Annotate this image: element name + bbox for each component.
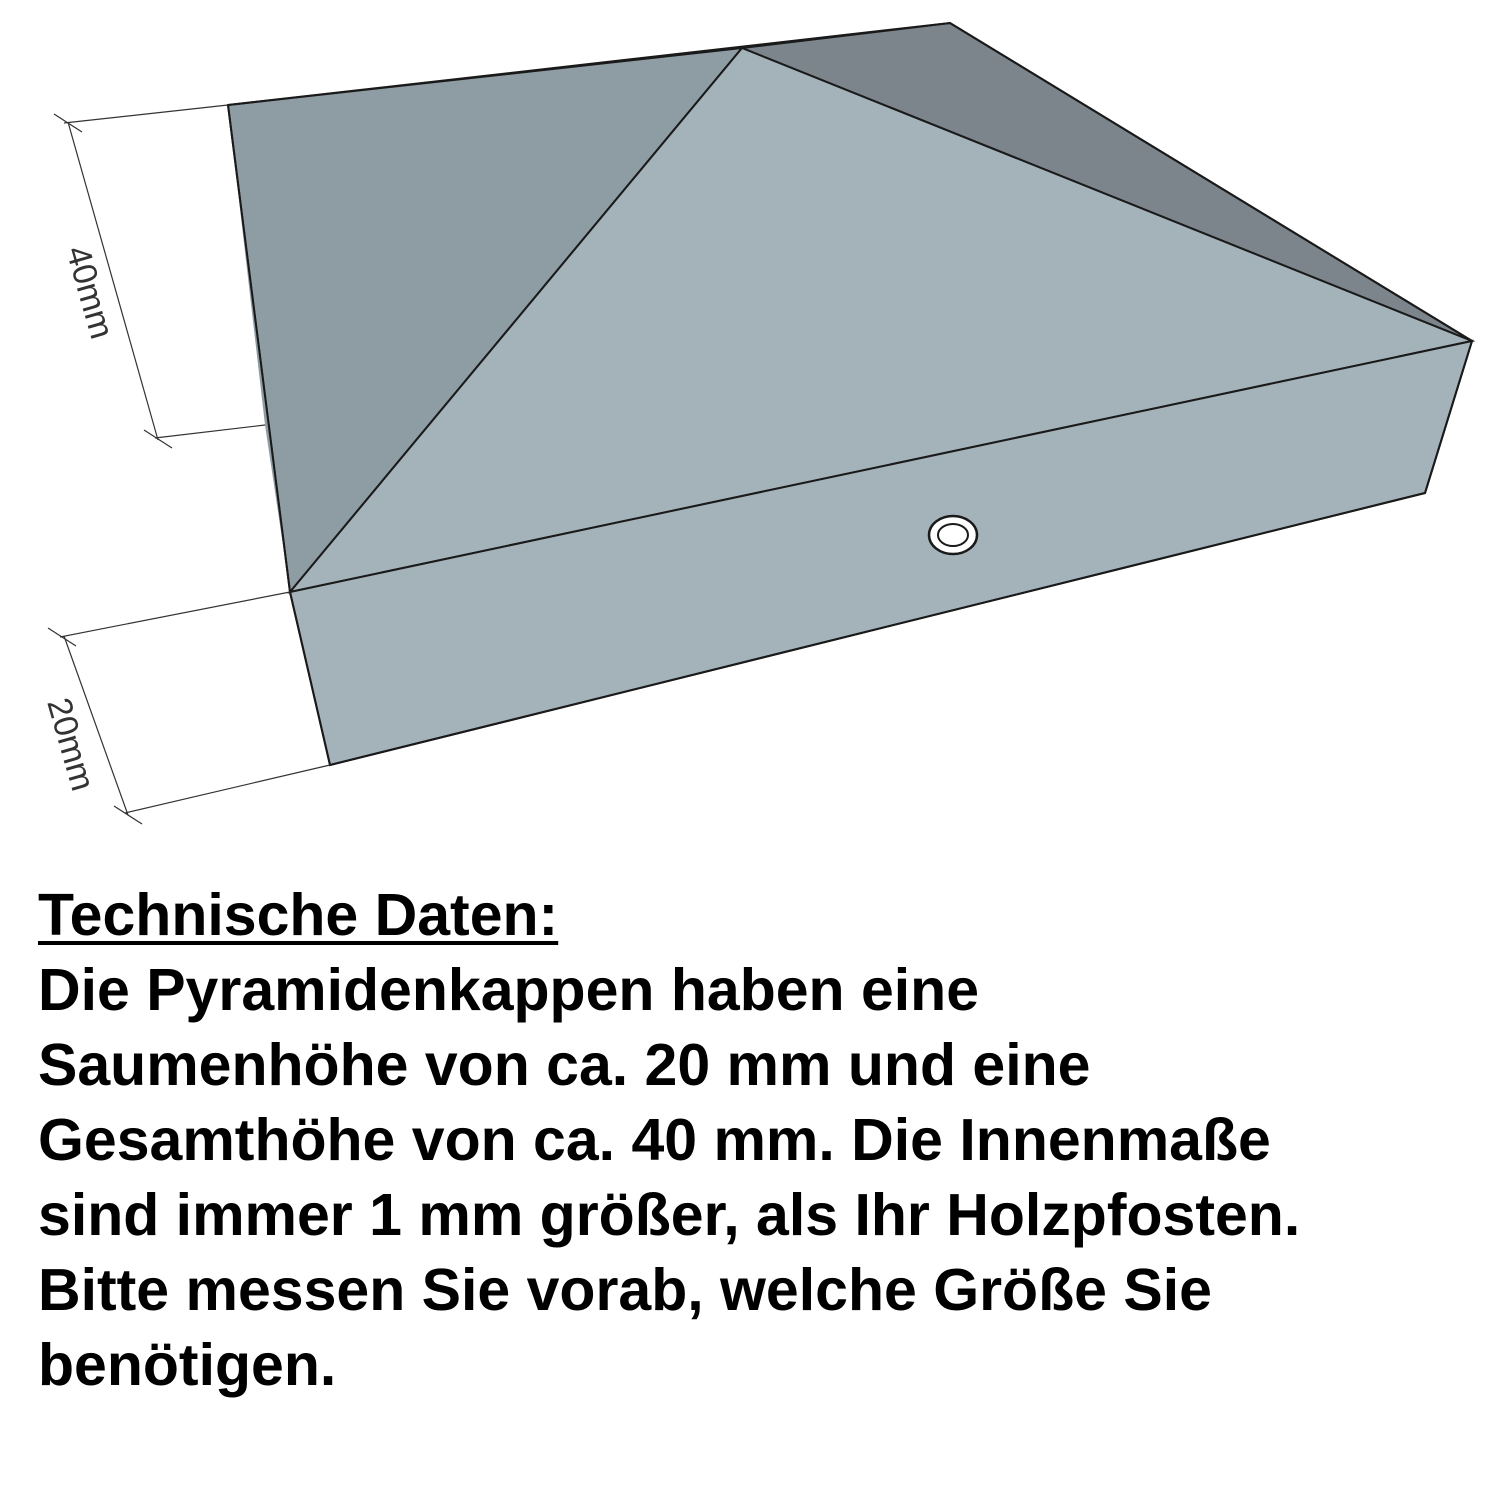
dimension-rim-height xyxy=(48,592,330,824)
spec-line: Die Pyramidenkappen haben eine xyxy=(38,957,980,1023)
spec-line: benötigen. xyxy=(38,1332,337,1398)
spec-line: Gesamthöhe von ca. 40 mm. Die Innenmaße xyxy=(38,1107,1271,1173)
spec-line: sind immer 1 mm größer, als Ihr Holzpfosten. xyxy=(38,1182,1301,1248)
screw-hole xyxy=(929,516,977,554)
dimension-label-20mm: 20mm xyxy=(39,693,102,796)
spec-line: Bitte messen Sie vorab, welche Größe Sie xyxy=(38,1257,1212,1323)
technical-data-heading: Technische Daten: xyxy=(38,882,559,948)
spec-line: Saumenhöhe von ca. 20 mm und eine xyxy=(38,1032,1091,1098)
dimension-label-40mm: 40mm xyxy=(58,241,121,344)
technical-data-section xyxy=(38,878,1478,1403)
